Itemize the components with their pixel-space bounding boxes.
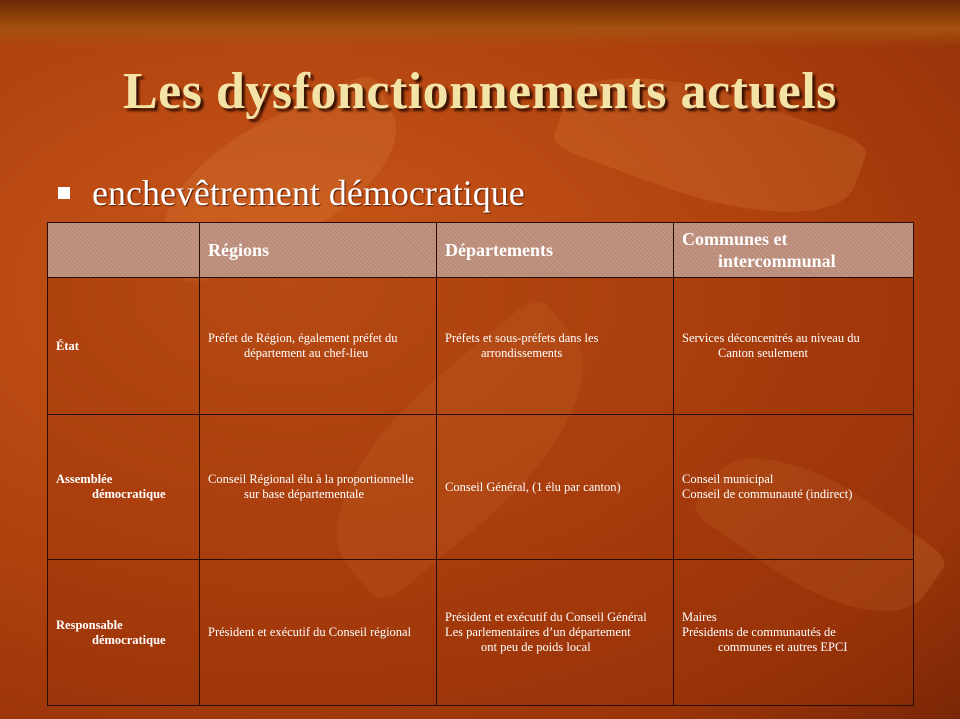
table-cell [200, 560, 437, 706]
cell-line: Conseil Général, (1 élu par canton) [445, 479, 621, 494]
cell-line: ont peu de poids local [481, 640, 591, 654]
table-cell [437, 415, 674, 560]
bullet-item [58, 172, 525, 214]
cell-line: Les parlementaires d’un département [445, 625, 631, 639]
cell-line: Président et exécutif du Conseil Général [445, 610, 647, 624]
table-cell [437, 560, 674, 706]
cell-line: Président et exécutif du Conseil régional [208, 625, 412, 639]
table-cell [200, 278, 437, 415]
header-communes-line1: Communes et [682, 229, 788, 249]
cell-line: Services déconcentrés au niveau du [682, 331, 860, 345]
table-cell [674, 560, 914, 706]
header-communes [674, 223, 914, 278]
cell-line: Maires [682, 610, 717, 624]
top-band [0, 0, 960, 48]
cell-line: département au chef-lieu [244, 346, 369, 360]
row-header-responsable [48, 560, 200, 706]
square-bullet-icon [58, 187, 70, 199]
table-cell [674, 415, 914, 560]
table-cell [437, 278, 674, 415]
row-header-assemblee [48, 415, 200, 560]
row-header-etat [48, 278, 200, 415]
cell-line: Conseil Régional élu à la proportionnelle [208, 472, 414, 486]
row-header-line2: démocratique [92, 632, 166, 647]
table-row [48, 415, 914, 560]
table-row [48, 278, 914, 415]
row-header-line1: État [56, 338, 79, 353]
cell-line: Conseil de communauté (indirect) [682, 487, 853, 501]
table-cell [674, 278, 914, 415]
cell-line: Préfet de Région, également préfet du [208, 331, 398, 345]
cell-line: arrondissements [481, 346, 563, 360]
row-header-line1: Assemblée [56, 472, 113, 486]
table-row [48, 560, 914, 706]
table-header-row [48, 223, 914, 278]
cell-line: Conseil municipal [682, 472, 774, 486]
slide-title: Les dysfonctionnements actuels [122, 63, 838, 120]
header-empty-cell [48, 223, 200, 278]
table-cell [200, 415, 437, 560]
header-departements: Départements [437, 223, 674, 278]
row-header-line1: Responsable [56, 617, 123, 632]
cell-line: communes et autres EPCI [718, 640, 848, 654]
row-header-line2: démocratique [92, 487, 166, 501]
bullet-text: enchevêtrement démocratique [92, 173, 525, 213]
header-regions: Régions [200, 223, 437, 278]
cell-line: Préfets et sous-préfets dans les [445, 331, 599, 345]
comparison-table [47, 222, 914, 706]
cell-line: sur base départementale [244, 487, 365, 501]
cell-line: Canton seulement [718, 346, 808, 360]
cell-line: Présidents de communautés de [682, 625, 836, 639]
header-communes-line2: intercommunal [718, 251, 836, 271]
